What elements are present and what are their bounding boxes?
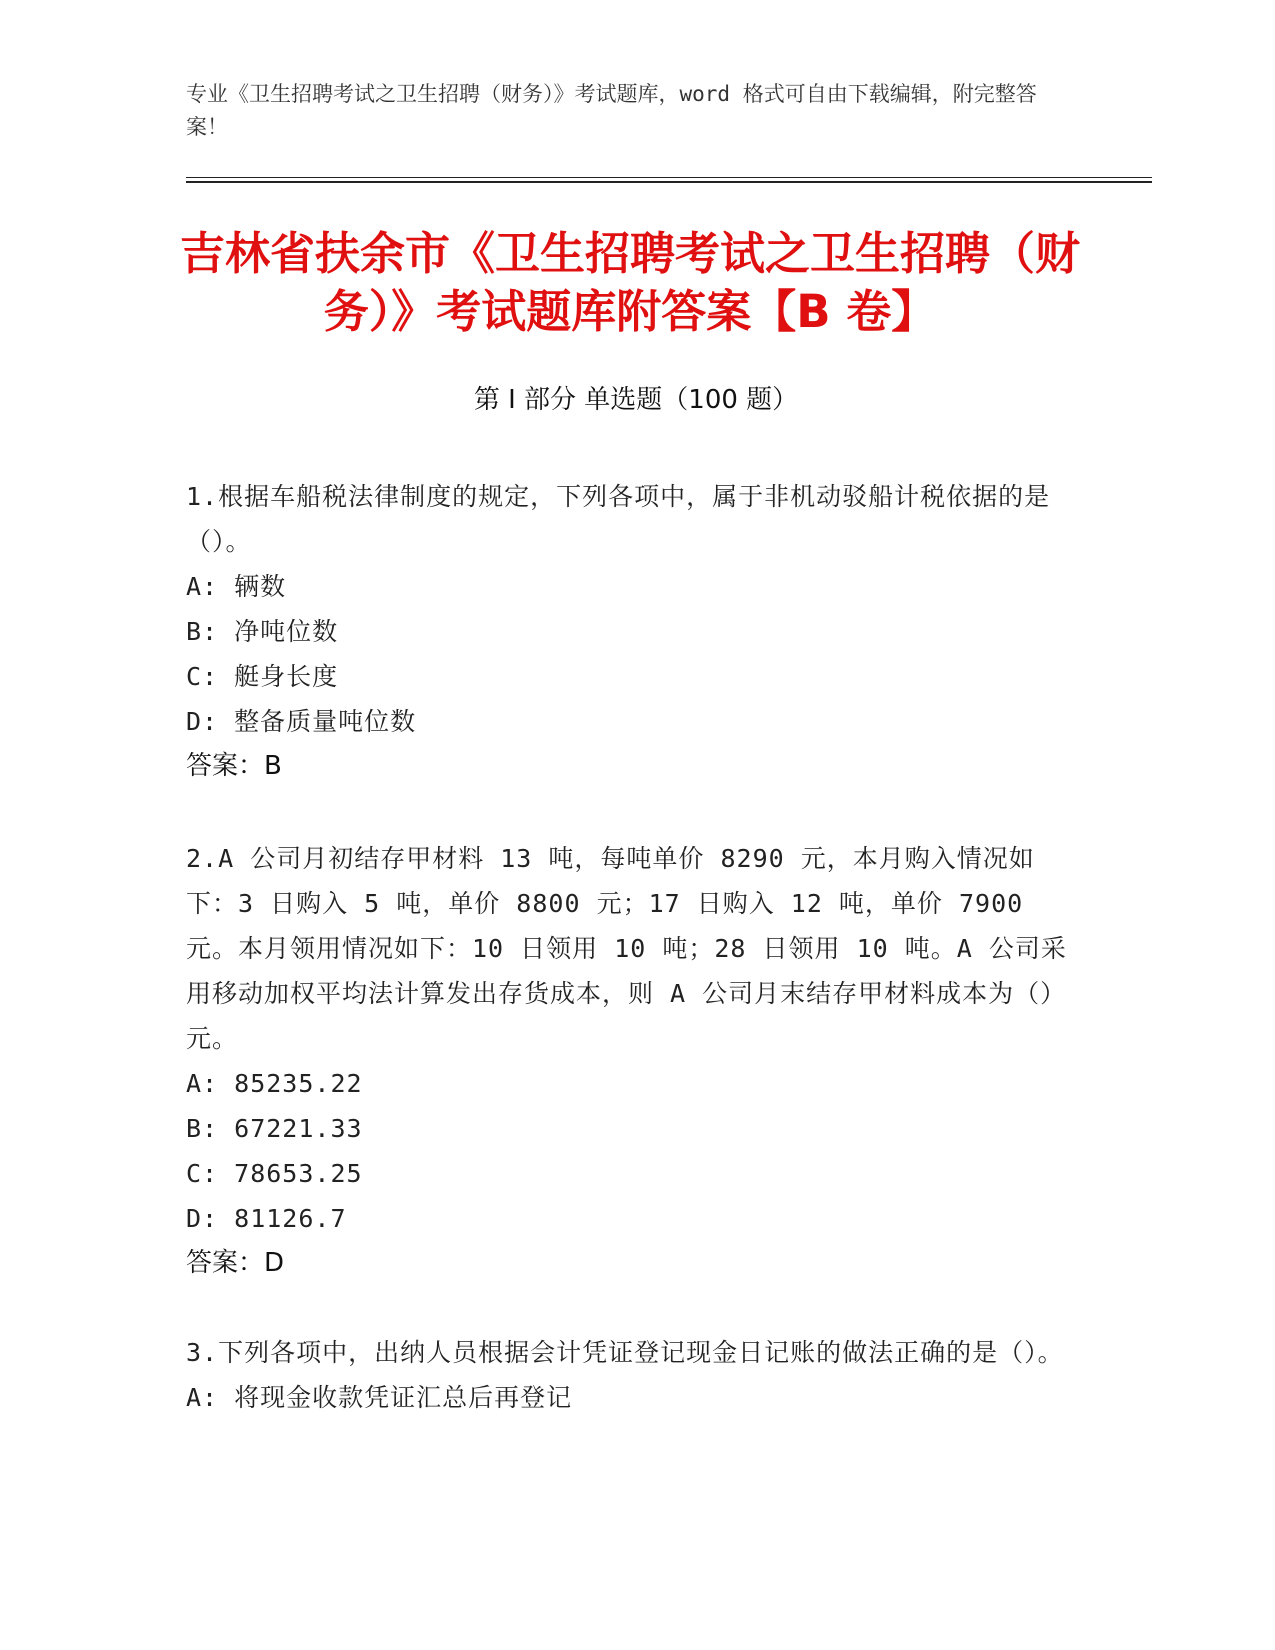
option-a: A: 85235.22 [186, 1069, 363, 1098]
document-title: 吉林省扶余市《卫生招聘考试之卫生招聘（财务）》考试题库附答案【B 卷】 [180, 227, 1081, 338]
question-stem: 2.A 公司月初结存甲材料 13 吨，每吨单价 8290 元，本月购入情况如下：3 日购入 5 吨，单价 8800 元；17 日购入 12 吨，单价 7900 元。本月领用情况如下：10 日领用 10 吨；28 日领用 10 吨。A 公司采用移动加权平均法计算发出存货成本，则 A 公司月末结存甲材料成本为（）元。 [186, 844, 1067, 1053]
question-2 [186, 836, 1086, 1286]
option-d: D: 整备质量吨位数 [186, 707, 417, 736]
option-b: B: 净吨位数 [186, 617, 339, 646]
option-c: C: 78653.25 [186, 1159, 363, 1188]
header-divider-thin [186, 177, 1152, 178]
question-3 [186, 1330, 1086, 1420]
question-1 [186, 474, 1086, 789]
option-b: B: 67221.33 [186, 1114, 363, 1143]
answer: 答案：B [186, 751, 282, 781]
option-c: C: 艇身长度 [186, 662, 339, 691]
option-d: D: 81126.7 [186, 1204, 347, 1233]
section-title: 第 I 部分 单选题（100 题） [473, 385, 799, 415]
answer: 答案：D [186, 1248, 285, 1278]
question-stem: 3.下列各项中，出纳人员根据会计凭证登记现金日记账的做法正确的是（）。 [186, 1338, 1064, 1367]
header-divider-thick [186, 181, 1152, 183]
option-a: A: 将现金收款凭证汇总后再登记 [186, 1383, 573, 1412]
header-note: 专业《卫生招聘考试之卫生招聘（财务）》考试题库，word 格式可自由下载编辑，附完整答案！ [186, 82, 1037, 139]
option-a: A: 辆数 [186, 572, 287, 601]
question-stem: 1.根据车船税法律制度的规定，下列各项中，属于非机动驳船计税依据的是（）。 [186, 482, 1051, 556]
